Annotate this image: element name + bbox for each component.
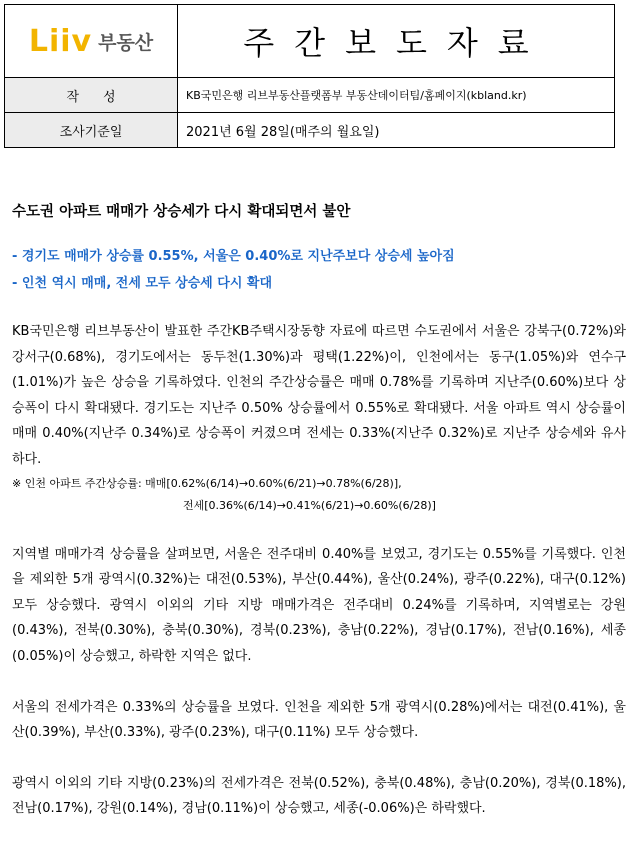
header-table xyxy=(4,4,615,148)
paragraph-3: 서울의 전세가격은 0.33%의 상승률을 보였다. 인천을 제외한 5개 광역시(0.28%)에서는 대전(0.41%), 울산(0.39%), 부산(0.33%), 광주(0.23%), 대구(0.11%) 모두 상승했다. xyxy=(12,699,626,741)
article-body xyxy=(12,200,626,822)
headline: 수도권 아파트 매매가 상승세가 다시 확대되면서 불안 xyxy=(12,204,351,220)
logo-cell xyxy=(5,5,178,78)
paragraph-2: 지역별 매매가격 상승률을 살펴보면, 서울은 전주대비 0.40%를 보였고, 경기도는 0.55%를 기록했다. 인천을 제외한 5개 광역시(0.32%)는 대전(0.53%), 부산(0.44%), 울산(0.24%), 광주(0.22%), 대구(0.12%) 모두 상승했다. 광역시 이외의 기타 지방 매매가격은 전주대비 0.24%를 기록하며, 지역별로는 강원(0.43%), 전북(0.30%), 충북(0.30%), 경북(0.23%), 충남(0.22%), 경남(0.17%), 전남(0.16%), 세종(0.05%)이 상승했고, 하락한 지역은 없다. xyxy=(12,546,626,664)
author-value: KB국민은행 리브부동산플랫폼부 부동산데이터팀/홈페이지(kbland.kr) xyxy=(178,78,615,113)
bullet-item: - 인천 역시 매매, 전세 모두 상승세 다시 확대 xyxy=(12,276,273,291)
paragraph-4: 광역시 이외의 기타 지방(0.23%)의 전세가격은 전북(0.52%), 충북(0.48%), 충남(0.20%), 경북(0.18%), 전남(0.17%), 강원(0.14%), 경남(0.11%)이 상승했고, 세종(-0.06%)은 하락했다. xyxy=(12,775,626,817)
bullet-item: - 경기도 매매가 상승률 0.55%, 서울은 0.40%로 지난주보다 상승세 높아짐 xyxy=(12,249,455,264)
liiv-logo xyxy=(29,24,153,59)
date-value: 2021년 6월 28일(매주의 월요일) xyxy=(178,113,615,148)
incheon-note-line-1: ※ 인천 아파트 주간상승률: 매매[0.62%(6/14)→0.60%(6/21)→0.78%(6/28)], xyxy=(12,476,402,490)
incheon-note-line-2: 전세[0.36%(6/14)→0.41%(6/21)→0.60%(6/28)] xyxy=(183,498,436,512)
summary-bullets xyxy=(12,243,626,297)
page-title: 주간보도자료 xyxy=(178,5,615,78)
logo-text: Liiv xyxy=(28,23,93,59)
date-label: 조사기준일 xyxy=(5,113,178,148)
logo-sub: 부동산 xyxy=(98,31,154,54)
paragraph-1: KB국민은행 리브부동산이 발표한 주간KB주택시장동향 자료에 따르면 수도권에서 서울은 강북구(0.72%)와 강서구(0.68%), 경기도에서는 동두천(1.30%)과 평택(1.22%)이, 인천에서는 동구(1.05%)와 연수구(1.01%)가 높은 상승을 기록하였다. 인천의 주간상승률은 매매 0.78%를 기록하며 지난주(0.60%)보다 상승폭이 다시 확대됐다. 경기도는 지난주 0.50% 상승률에서 0.55%로 확대됐다. 서울 아파트 역시 상승률이 매매 0.40%(지난주 0.34%)로 상승폭이 커졌으며 전세는 0.33%(지난주 0.32%)로 지난주 상승세와 유사하다. xyxy=(12,324,626,467)
author-label: 작성 xyxy=(5,78,178,113)
